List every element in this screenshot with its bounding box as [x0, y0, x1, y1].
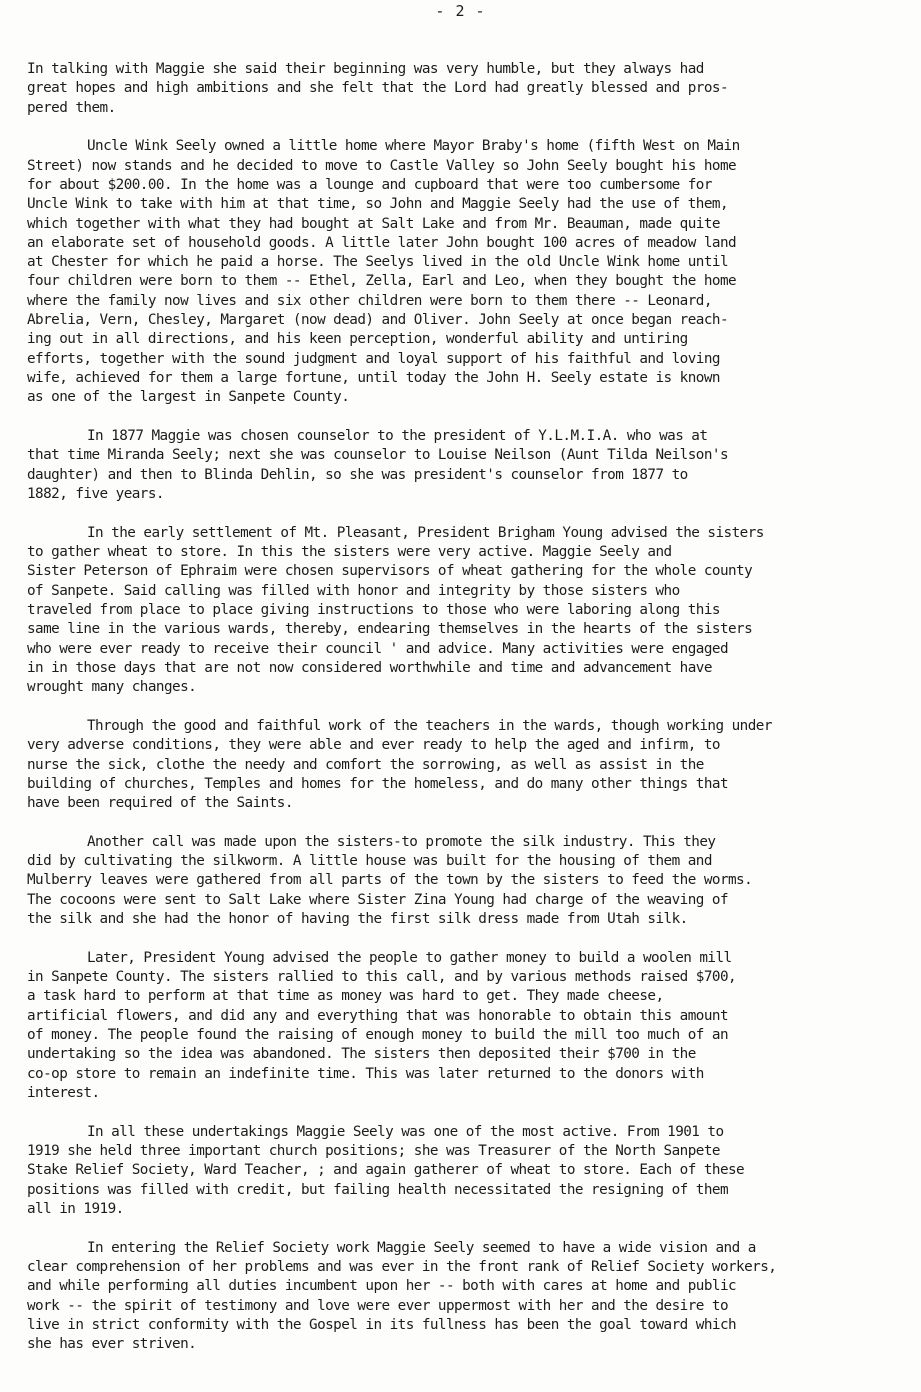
paragraph-maggie-beginning: In talking with Maggie she said their beginning was very humble, but they always had great hopes and high ambitions and she felt that the Lord had greatly blessed and pros- pered them. — [27, 61, 728, 116]
document-body — [27, 60, 915, 1374]
paragraph-uncle-wink-home: Uncle Wink Seely owned a little home where Mayor Braby's home (fifth West on Main Street) now stands and he decided to move to Castle Valley so John Seely bought his home for about $200.00. In the home was a lounge and cupboard that were too cumbersome for Uncle Wink to take with him at that time, so John and Maggie Seely had the use of them, which together with what they had bought at Salt Lake and from Mr. Beauman, made quite an elaborate set of household goods. A little later John bought 100 acres of meadow land at Chester for which he paid a horse. The Seelys lived in the old Uncle Wink home until four children were born to them -- Ethel, Zella, Earl and Leo, when they bought the home where the family now lives and six other children were born to them there -- Leonard, Abrelia, Vern, Chesley, Margaret (now dead) and Oliver. John Seely at once began reach- ing out in all directions, and his keen perception, wonderful ability and untiring efforts, together with the sound judgment and loyal support of his faithful and loving wife, achieved for them a large fortune, until today the John H. Seely estate is known as one of the largest in Sanpete County. — [27, 138, 740, 406]
page-number: - 2 - — [435, 2, 486, 20]
paragraph-ward-teachers: Through the good and faithful work of the teachers in the wards, though working under very adverse conditions, they were able and ever ready to help the aged and infirm, to nurse the sick, clothe the needy and comfort the sorrowing, as well as assist in the building of churches, Temples and homes for the homeless, and do many other things that have been required of the Saints. — [27, 717, 772, 812]
paragraph-church-positions: In all these undertakings Maggie Seely was one of the most active. From 1901 to 1919 she held three important church positions; she was Treasurer of the North Sanpete Stake Relief Society, Ward Teacher, ; and again gatherer of wheat to store. Each of these positions was filled with credit, but failing health necessitated the resigning of them all in 1919. — [27, 1123, 745, 1217]
paragraph-woolen-mill: Later, President Young advised the people to gather money to build a woolen mill in Sanpete County. The sisters rallied to this call, and by various methods raised $700, a task hard to perform at that time as money was hard to get. They made cheese, artificial flowers, and did any and everything that was honorable to obtain this amount of money. The people found the raising of enough money to build the mill too much of an undertaking so the idea was abandoned. The sisters then deposited their $700 in the co-op store to remain an indefinite time. This was later returned to the donors with interest. — [27, 949, 737, 1101]
paragraph-ylmia-counselor: In 1877 Maggie was chosen counselor to the president of Y.L.M.I.A. who was at that time Miranda Seely; next she was counselor to Louise Neilson (Aunt Tilda Neilson's daughter) and then to Blinda Dehlin, so she was president's counselor from 1877 to 1882, five years. — [27, 428, 728, 502]
paragraph-wheat-gathering: In the early settlement of Mt. Pleasant, President Brigham Young advised the sisters to gather wheat to store. In this the sisters were very active. Maggie Seely and Sister Peterson of Ephraim were chosen supervisors of wheat gathering for the whole county of Sanpete. Said calling was filled with honor and integrity by those sisters who traveled from place to place giving instructions to those who were laboring along this same line in the various wards, thereby, endearing themselves in the hearts of the sisters who were ever ready to receive their council ' and advice. Many activities were engaged in in those days that are not now considered worthwhile and time and advancement have wrought many changes. — [27, 524, 764, 696]
paragraph-silk-industry: Another call was made upon the sisters-to promote the silk industry. This they did by cultivating the silkworm. A little house was built for the housing of them and Mulberry leaves were gathered from all parts of the town by the sisters to feed the worms. The cocoons were sent to Salt Lake where Sister Zina Young had charge of the weaving of the silk and she had the honor of having the first silk dress made from Utah silk. — [27, 833, 753, 928]
paragraph-relief-society-work: In entering the Relief Society work Maggie Seely seemed to have a wide vision and a clear comprehension of her problems and was ever in the front rank of Relief Society workers, and while performing all duties incumbent upon her -- both with cares at home and public work -- the spirit of testimony and love were ever uppermost with her and the desire to live in strict conformity with the Gospel in its fullness has been the goal toward which she has ever striven. — [27, 1239, 777, 1353]
